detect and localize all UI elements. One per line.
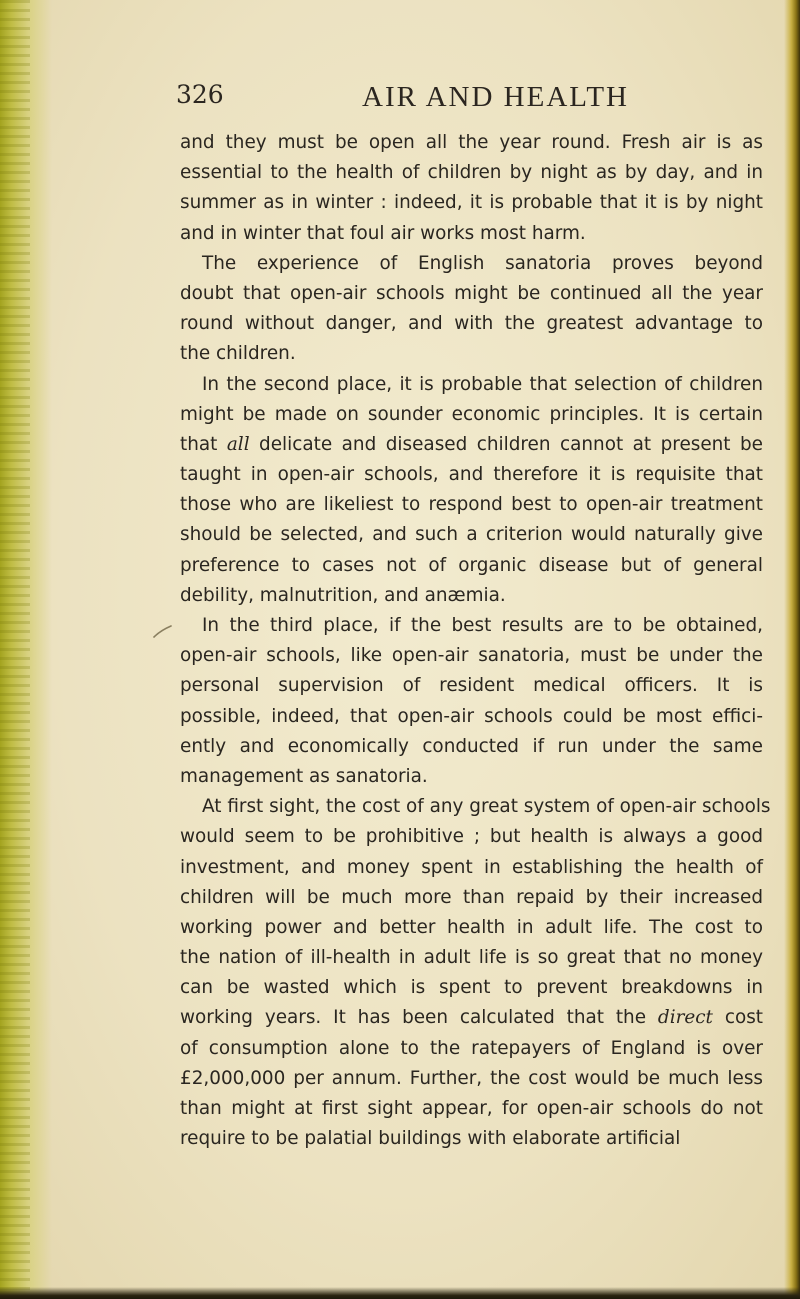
text-line: personal supervision of resident medical officers. It is [180, 675, 763, 697]
text-segment: delicate and diseased children cannot at present be [249, 433, 763, 455]
text-line: and in winter that foul air works most harm. [180, 222, 586, 244]
body-text [180, 128, 771, 1154]
text-segment: cost [712, 1007, 763, 1029]
text-line: management as sanatoria. [180, 765, 428, 787]
text-line: should be selected, and such a criterion would naturally give [180, 524, 763, 546]
text-line: open-air schools, like open-air sanatoria, must be under the [180, 645, 763, 667]
text-line: than might at first sight appear, for open-air schools do not [180, 1098, 763, 1119]
text-line: working power and better health in adult life. The cost to [180, 916, 763, 938]
text-line: children will be much more than repaid by their increased [180, 886, 763, 908]
text-line: and they must be open all the year round. Fresh air is as [180, 132, 763, 153]
text-line: ently and economically conducted if run under the same [180, 735, 763, 757]
text-line: would seem to be prohibitive ; but health is always a good [180, 826, 763, 848]
text-line: The experience of English sanatoria proves beyond [202, 252, 763, 274]
text-line [180, 430, 763, 460]
text-line: those who are likeliest to respond best to open-air treatment [180, 494, 763, 516]
text-line: investment, and money spent in establishing the health of [180, 856, 763, 878]
text-line: taught in open-air schools, and therefore it is requisite that [180, 464, 763, 486]
text-line: debility, malnutrition, and anæmia. [180, 584, 506, 606]
text-line: possible, indeed, that open-air schools could be most effici- [180, 705, 763, 727]
text-line: £2,000,000 per annum. Further, the cost would be much less [180, 1067, 763, 1089]
text-line: In the third place, if the best results are to be obtained, [202, 615, 763, 636]
text-segment: that [180, 433, 227, 455]
text-line: of consumption alone to the ratepayers of England is over [180, 1037, 763, 1059]
text-line: doubt that open-air schools might be continued all the year [180, 282, 763, 304]
binding-edge [0, 0, 52, 1299]
text-line [180, 1003, 763, 1033]
text-line: essential to the health of children by night as by day, and in [180, 162, 763, 184]
italic-emphasis: direct [657, 1007, 713, 1029]
text-line: can be wasted which is spent to prevent breakdowns in [180, 977, 763, 999]
page-header [176, 80, 776, 124]
page-edge [784, 0, 800, 1299]
text-line: the children. [180, 343, 296, 365]
page-bottom-shadow [0, 1287, 800, 1299]
text-line: At first sight, the cost of any great system of open-air schools [202, 796, 771, 818]
text-line: might be made on sounder economic principles. It is certain [180, 403, 763, 425]
text-line: the nation of ill-health in adult life is so great that no money [180, 947, 763, 969]
binding-texture [0, 0, 30, 1299]
text-line: In the second place, it is probable that selection of children [202, 373, 763, 395]
text-line: summer as in winter : indeed, it is probable that it is by night [180, 192, 763, 214]
text-line: round without danger, and with the greatest advantage to [180, 313, 763, 335]
italic-emphasis: all [226, 433, 250, 455]
running-head: AIR AND HEALTH [362, 81, 629, 113]
page-number: 326 [176, 80, 224, 109]
text-line: require to be palatial buildings with elaborate artificial [180, 1128, 681, 1150]
text-line: preference to cases not of organic disease but of general [180, 554, 763, 576]
text-segment: working years. It has been calculated that the [180, 1007, 658, 1029]
pencil-mark-icon [152, 620, 174, 642]
